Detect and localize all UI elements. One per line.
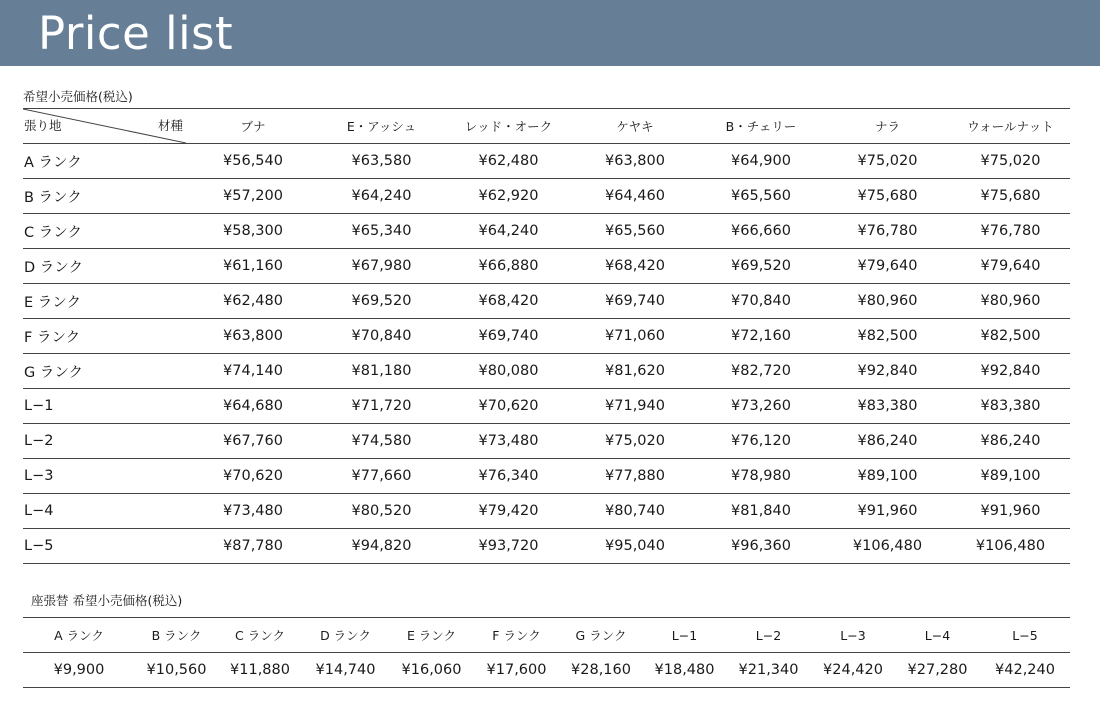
- corner-cell: [23, 109, 188, 144]
- price-cell: ¥89,100: [824, 459, 951, 494]
- price-cell: ¥73,480: [445, 424, 572, 459]
- price-cell: ¥70,620: [445, 389, 572, 424]
- price-cell: ¥76,340: [445, 459, 572, 494]
- price-cell: ¥80,080: [445, 354, 572, 389]
- seat-column-header: C ランク: [218, 618, 302, 653]
- table-row: [23, 144, 1070, 179]
- price-cell: ¥63,580: [318, 144, 445, 179]
- seat-price-cell: ¥28,160: [559, 653, 643, 688]
- seat-column-header: L−5: [980, 618, 1070, 653]
- table-row: [23, 424, 1070, 459]
- price-cell: ¥68,420: [445, 284, 572, 319]
- table-row: [23, 389, 1070, 424]
- seat-price-cell: ¥24,420: [811, 653, 895, 688]
- price-cell: ¥71,720: [318, 389, 445, 424]
- table-row: [23, 214, 1070, 249]
- seat-column-header: E ランク: [389, 618, 474, 653]
- price-cell: ¥77,880: [572, 459, 698, 494]
- row-label: C ランク: [23, 214, 188, 249]
- price-cell: ¥71,060: [572, 319, 698, 354]
- corner-col-label: 材種: [158, 118, 184, 133]
- price-cell: ¥68,420: [572, 249, 698, 284]
- price-cell: ¥80,740: [572, 494, 698, 529]
- seat-column-header: F ランク: [474, 618, 559, 653]
- price-cell: ¥71,940: [572, 389, 698, 424]
- price-cell: ¥93,720: [445, 529, 572, 564]
- price-cell: ¥70,840: [318, 319, 445, 354]
- column-header: ケヤキ: [572, 109, 698, 144]
- price-cell: ¥73,480: [188, 494, 318, 529]
- main-table-label: 希望小売価格(税込): [23, 89, 133, 104]
- seat-column-header: L−4: [895, 618, 980, 653]
- price-cell: ¥83,380: [824, 389, 951, 424]
- price-cell: ¥81,180: [318, 354, 445, 389]
- column-header: レッド・オーク: [445, 109, 572, 144]
- price-cell: ¥82,500: [951, 319, 1070, 354]
- price-cell: ¥63,800: [188, 319, 318, 354]
- seat-column-header: D ランク: [302, 618, 389, 653]
- seat-price-cell: ¥42,240: [980, 653, 1070, 688]
- price-cell: ¥91,960: [951, 494, 1070, 529]
- price-cell: ¥76,120: [698, 424, 824, 459]
- price-cell: ¥62,480: [188, 284, 318, 319]
- price-cell: ¥69,740: [572, 284, 698, 319]
- row-label: L−1: [23, 389, 188, 424]
- price-cell: ¥67,980: [318, 249, 445, 284]
- price-cell: ¥86,240: [824, 424, 951, 459]
- price-cell: ¥106,480: [951, 529, 1070, 564]
- price-cell: ¥79,640: [951, 249, 1070, 284]
- price-cell: ¥75,680: [824, 179, 951, 214]
- row-label: L−5: [23, 529, 188, 564]
- seat-price-cell: ¥14,740: [302, 653, 389, 688]
- seat-column-header: L−2: [726, 618, 811, 653]
- seat-price-cell: ¥11,880: [218, 653, 302, 688]
- seat-table-header-row: [23, 618, 1070, 653]
- seat-column-header: G ランク: [559, 618, 643, 653]
- price-cell: ¥81,840: [698, 494, 824, 529]
- price-cell: ¥89,100: [951, 459, 1070, 494]
- column-header: ナラ: [824, 109, 951, 144]
- row-label: L−4: [23, 494, 188, 529]
- price-cell: ¥76,780: [951, 214, 1070, 249]
- price-cell: ¥64,240: [318, 179, 445, 214]
- price-cell: ¥72,160: [698, 319, 824, 354]
- price-cell: ¥75,680: [951, 179, 1070, 214]
- price-cell: ¥96,360: [698, 529, 824, 564]
- table-row: [23, 249, 1070, 284]
- seat-price-cell: ¥16,060: [389, 653, 474, 688]
- column-header: B・チェリー: [698, 109, 824, 144]
- row-label: B ランク: [23, 179, 188, 214]
- column-header: ブナ: [188, 109, 318, 144]
- price-cell: ¥65,560: [698, 179, 824, 214]
- price-cell: ¥65,560: [572, 214, 698, 249]
- price-cell: ¥79,640: [824, 249, 951, 284]
- price-cell: ¥63,800: [572, 144, 698, 179]
- price-cell: ¥80,960: [951, 284, 1070, 319]
- price-cell: ¥70,620: [188, 459, 318, 494]
- price-cell: ¥62,920: [445, 179, 572, 214]
- seat-price-cell: ¥17,600: [474, 653, 559, 688]
- table-row: [23, 284, 1070, 319]
- row-label: A ランク: [23, 144, 188, 179]
- price-cell: ¥81,620: [572, 354, 698, 389]
- row-label: L−3: [23, 459, 188, 494]
- seat-price-table: [23, 617, 1070, 688]
- seat-price-cell: ¥9,900: [23, 653, 135, 688]
- price-cell: ¥67,760: [188, 424, 318, 459]
- seat-price-cell: ¥18,480: [643, 653, 726, 688]
- row-label: F ランク: [23, 319, 188, 354]
- price-cell: ¥92,840: [951, 354, 1070, 389]
- title-banner: [0, 0, 1100, 66]
- price-cell: ¥78,980: [698, 459, 824, 494]
- price-cell: ¥64,240: [445, 214, 572, 249]
- price-cell: ¥95,040: [572, 529, 698, 564]
- price-cell: ¥86,240: [951, 424, 1070, 459]
- price-cell: ¥73,260: [698, 389, 824, 424]
- seat-column-header: A ランク: [23, 618, 135, 653]
- seat-table-price-row: [23, 653, 1070, 688]
- seat-price-cell: ¥27,280: [895, 653, 980, 688]
- price-cell: ¥64,460: [572, 179, 698, 214]
- column-header: ウォールナット: [951, 109, 1070, 144]
- price-cell: ¥82,720: [698, 354, 824, 389]
- price-cell: ¥79,420: [445, 494, 572, 529]
- price-cell: ¥94,820: [318, 529, 445, 564]
- price-cell: ¥70,840: [698, 284, 824, 319]
- row-label: E ランク: [23, 284, 188, 319]
- page-title: Price list: [38, 7, 234, 60]
- row-label: D ランク: [23, 249, 188, 284]
- price-cell: ¥74,580: [318, 424, 445, 459]
- price-cell: ¥58,300: [188, 214, 318, 249]
- price-cell: ¥66,660: [698, 214, 824, 249]
- seat-table-label: 座張替 希望小売価格(税込): [31, 593, 183, 608]
- price-cell: ¥77,660: [318, 459, 445, 494]
- corner-row-label: 張り地: [24, 118, 62, 133]
- price-cell: ¥91,960: [824, 494, 951, 529]
- price-table: [23, 108, 1070, 564]
- price-cell: ¥65,340: [318, 214, 445, 249]
- table-row: [23, 529, 1070, 564]
- price-cell: ¥75,020: [572, 424, 698, 459]
- seat-column-header: B ランク: [135, 618, 218, 653]
- price-cell: ¥64,680: [188, 389, 318, 424]
- row-label: G ランク: [23, 354, 188, 389]
- price-cell: ¥57,200: [188, 179, 318, 214]
- price-cell: ¥74,140: [188, 354, 318, 389]
- column-header: E・アッシュ: [318, 109, 445, 144]
- seat-price-cell: ¥10,560: [135, 653, 218, 688]
- seat-column-header: L−3: [811, 618, 895, 653]
- table-row: [23, 459, 1070, 494]
- price-cell: ¥80,520: [318, 494, 445, 529]
- price-cell: ¥83,380: [951, 389, 1070, 424]
- table-row: [23, 494, 1070, 529]
- price-cell: ¥61,160: [188, 249, 318, 284]
- price-cell: ¥76,780: [824, 214, 951, 249]
- price-cell: ¥82,500: [824, 319, 951, 354]
- price-cell: ¥64,900: [698, 144, 824, 179]
- price-cell: ¥56,540: [188, 144, 318, 179]
- price-cell: ¥66,880: [445, 249, 572, 284]
- price-cell: ¥87,780: [188, 529, 318, 564]
- table-row: [23, 319, 1070, 354]
- price-cell: ¥75,020: [951, 144, 1070, 179]
- price-cell: ¥69,740: [445, 319, 572, 354]
- price-cell: ¥106,480: [824, 529, 951, 564]
- table-row: [23, 354, 1070, 389]
- row-label: L−2: [23, 424, 188, 459]
- table-row: [23, 179, 1070, 214]
- seat-column-header: L−1: [643, 618, 726, 653]
- price-cell: ¥75,020: [824, 144, 951, 179]
- price-cell: ¥62,480: [445, 144, 572, 179]
- price-cell: ¥69,520: [318, 284, 445, 319]
- price-table-header-row: [23, 109, 1070, 144]
- seat-price-cell: ¥21,340: [726, 653, 811, 688]
- price-cell: ¥92,840: [824, 354, 951, 389]
- price-cell: ¥69,520: [698, 249, 824, 284]
- price-cell: ¥80,960: [824, 284, 951, 319]
